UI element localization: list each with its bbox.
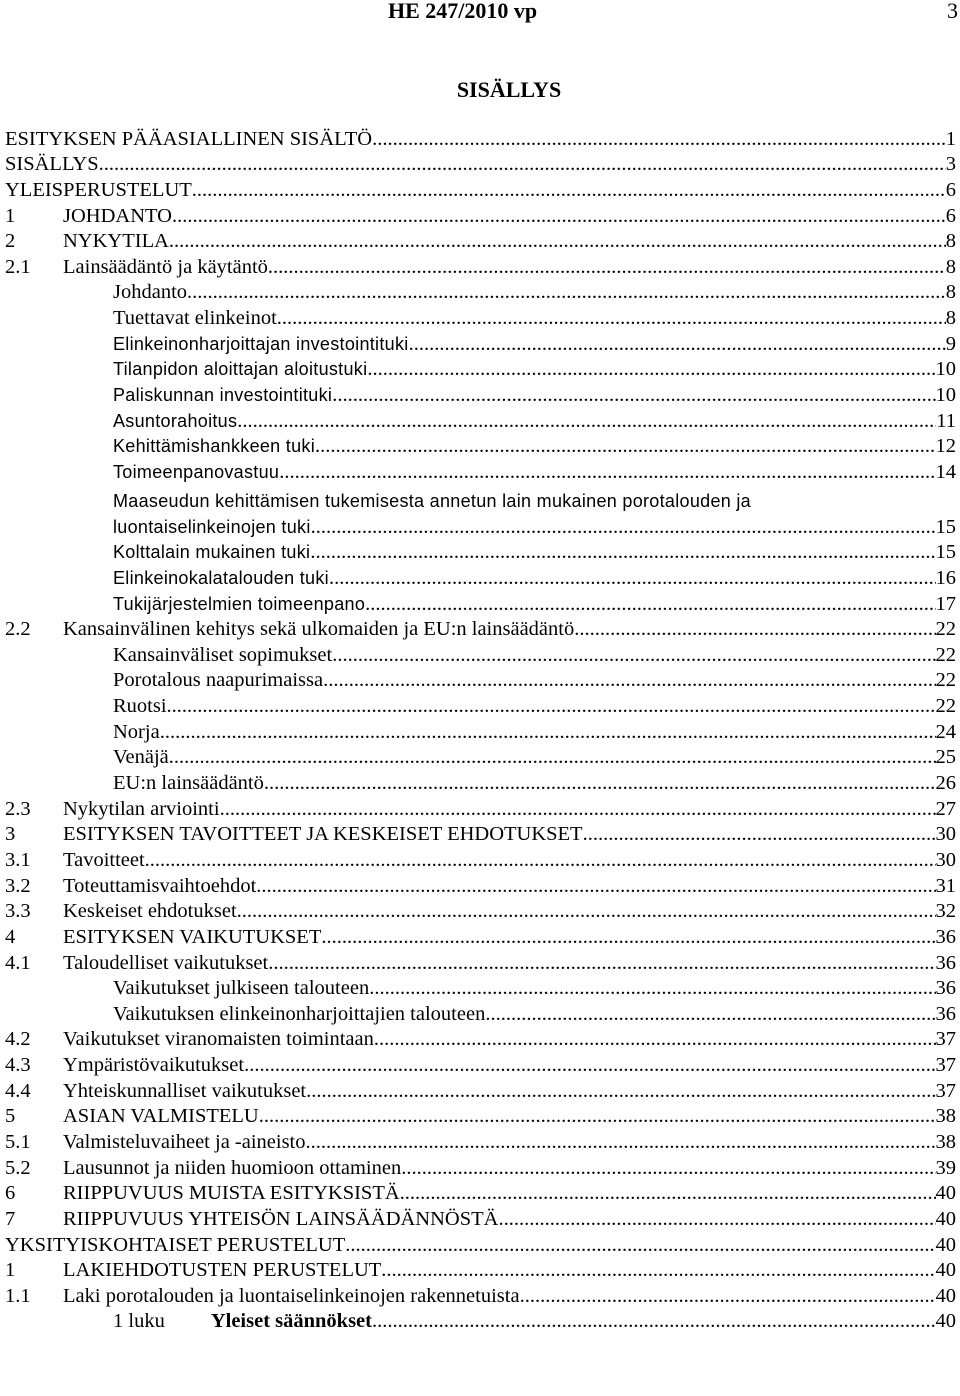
toc-entry-text: Tavoitteet [63, 848, 145, 871]
toc-entry-text: Kansainväliset sopimukset [113, 643, 333, 666]
toc-entry-text: LAKIEHDOTUSTEN PERUSTELUT [63, 1259, 382, 1282]
toc-entry-text: ESITYKSEN PÄÄASIALLINEN SISÄLTÖ [5, 127, 373, 150]
toc-entry-page: 38 [935, 1130, 956, 1153]
toc-entry-text: RIIPPUVUUS MUISTA ESITYKSISTÄ [63, 1182, 400, 1205]
toc-entry-text: Johdanto [113, 281, 188, 304]
dot-leader [277, 306, 946, 330]
dot-leader [169, 745, 936, 769]
toc-entry-page: 8 [945, 307, 956, 330]
toc-entry-text: Vaikutukset julkiseen talouteen [113, 977, 370, 1000]
toc-entry-text: YKSITYISKOHTAISET PERUSTELUT [5, 1233, 346, 1256]
toc-entry-text: Maaseudun kehittämisen tukemisesta annetun lain mukainen porotalouden ja [113, 490, 751, 511]
dot-leader [400, 1181, 936, 1205]
toc-entry-page: 36 [935, 977, 956, 1000]
toc-entry-page: 22 [935, 695, 956, 718]
toc-entry-page: 40 [935, 1182, 956, 1205]
toc-entry: 1.1 Laki porotalouden ja luontaiselinkeinojen rakennetuista ..... 40 [5, 1282, 956, 1308]
dot-leader [498, 1207, 935, 1231]
toc-entry-text: Ruotsi [113, 695, 167, 718]
toc-entry-page: 15 [935, 541, 956, 564]
toc-entry: 3.2 Toteuttamisvaihtoehdot ..... 31 [5, 872, 956, 898]
dot-leader [264, 771, 936, 795]
toc-entry [5, 279, 956, 305]
toc-entry-text: Paliskunnan investointituki [113, 385, 333, 406]
toc-entry [5, 484, 956, 513]
toc-entry-text: Nykytilan arviointi [63, 797, 220, 820]
toc-entry-text: Keskeiset ehdotukset [63, 900, 237, 923]
toc-entry-text: Lausunnot ja niiden huomioon ottaminen [63, 1156, 402, 1179]
dot-leader [372, 127, 946, 151]
document-id: HE 247/2010 vp [388, 0, 538, 23]
toc-entry-text: SISÄLLYS [5, 153, 99, 176]
toc-entry-text: Lainsäädäntö ja käytäntö [63, 255, 268, 278]
dot-leader [145, 848, 936, 872]
toc-entry [5, 356, 956, 382]
toc-entry [5, 381, 956, 407]
toc-entry [5, 539, 956, 565]
dot-leader [345, 1233, 935, 1257]
dot-leader [220, 797, 936, 821]
toc-entry [5, 330, 956, 356]
page-title [0, 77, 960, 103]
dot-leader [367, 357, 935, 381]
toc-entry: 4 ESITYKSEN VAIKUTUKSET ..... 36 [5, 923, 956, 949]
toc-entry-text: ASIAN VALMISTELU [63, 1105, 259, 1128]
toc-entry-page: 27 [935, 797, 956, 820]
toc-entry-text: ESITYKSEN TAVOITTEET JA KESKEISET EHDOTUKSET [63, 823, 583, 846]
toc-entry-page: 6 [945, 178, 956, 201]
toc-entry-page: 8 [945, 281, 956, 304]
toc-entry: 3.3 Keskeiset ehdotukset ..... 32 [5, 898, 956, 924]
toc-entry-text: EU:n lainsäädäntö [113, 772, 264, 795]
toc-entry-page: 26 [935, 772, 956, 795]
toc-entry-text: Norja [113, 720, 160, 743]
toc-entry [5, 151, 956, 177]
toc-entry [5, 564, 956, 590]
toc-entry-text: Tilanpidon aloittajan aloitustuki [113, 359, 368, 380]
toc-entry: 5 ASIAN VALMISTELU ..... 38 [5, 1103, 956, 1129]
dot-leader [485, 1002, 935, 1026]
toc-entry-text: luontaiselinkeinojen tuki [113, 516, 311, 537]
toc-entry-text: Vaikutukset viranomaisten toimintaan [63, 1028, 374, 1051]
toc-entry [5, 769, 956, 795]
toc-entry: 2 NYKYTILA ..... 8 [5, 228, 956, 254]
chapter-label: 1 luku [113, 1310, 165, 1333]
toc-entry: 4.4 Yhteiskunnalliset vaikutukset ..... 37 [5, 1077, 956, 1103]
toc-entry-page: 39 [935, 1156, 956, 1179]
toc-entry [5, 1231, 956, 1257]
toc-entry-page: 14 [935, 460, 956, 483]
toc-entry-text: Valmisteluvaiheet ja -aineisto [63, 1130, 306, 1153]
dot-leader [583, 822, 936, 846]
toc-entry [5, 641, 956, 667]
toc-entry-text: Tukijärjestelmien toimeenpano [113, 593, 366, 614]
toc-entry-page: 17 [935, 592, 956, 615]
toc-entry-page: 40 [935, 1233, 956, 1256]
toc-entry [5, 176, 956, 202]
dot-leader [160, 720, 936, 744]
toc-entry: 5.1 Valmisteluvaiheet ja -aineisto ..... 38 [5, 1128, 956, 1154]
toc-entry-text: Asuntorahoitus [113, 410, 238, 431]
toc-entry-page: 40 [935, 1259, 956, 1282]
toc-entry-text [113, 1309, 372, 1333]
dot-leader [306, 1130, 936, 1154]
toc-entry-text: JOHDANTO [63, 204, 172, 227]
toc-entry [5, 1308, 956, 1334]
dot-leader [169, 229, 946, 253]
toc-entry-page: 30 [935, 823, 956, 846]
toc-entry [5, 433, 956, 459]
toc-entry-text: Vaikutuksen elinkeinonharjoittajien talouteen [113, 1002, 486, 1025]
toc-entry [5, 407, 956, 433]
toc-entry-page: 12 [935, 435, 956, 458]
dot-leader [311, 515, 936, 539]
toc-entry-page: 36 [935, 1002, 956, 1025]
dot-leader [244, 1053, 935, 1077]
page-header [0, 0, 960, 30]
toc-entry-text: YLEISPERUSTELUT [5, 178, 192, 201]
dot-leader [187, 280, 946, 304]
toc-entry: 2.3 Nykytilan arviointi ..... 27 [5, 795, 956, 821]
toc-entry-page: 8 [945, 255, 956, 278]
toc-entry-page: 22 [935, 669, 956, 692]
toc-entry-page: 37 [935, 1054, 956, 1077]
toc-entry: 7 RIIPPUVUUS YHTEISÖN LAINSÄÄDÄNNÖSTÄ ..... 40 [5, 1205, 956, 1231]
dot-leader [369, 976, 935, 1000]
toc-entry: 6 RIIPPUVUUS MUISTA ESITYKSISTÄ ..... 40 [5, 1180, 956, 1206]
toc-entry-text: Yhteiskunnalliset vaikutukset [63, 1079, 307, 1102]
dot-leader [256, 874, 935, 898]
toc-entry-page: 16 [935, 566, 956, 589]
dot-leader [329, 566, 936, 590]
toc-entry: 3.1 Tavoitteet ..... 30 [5, 846, 956, 872]
dot-leader [520, 1284, 936, 1308]
toc-entry-text: NYKYTILA [63, 230, 169, 253]
dot-leader [310, 540, 935, 564]
dot-leader [332, 383, 935, 407]
dot-leader [574, 617, 935, 641]
dot-leader [374, 1027, 936, 1051]
dot-leader [167, 694, 936, 718]
toc-entry-text: RIIPPUVUUS YHTEISÖN LAINSÄÄDÄNNÖSTÄ [63, 1207, 499, 1230]
toc-entry-page: 10 [935, 358, 956, 381]
dot-leader [306, 1079, 935, 1103]
toc-entry [5, 1000, 956, 1026]
toc-entry-page: 37 [935, 1079, 956, 1102]
toc-entry [5, 513, 956, 539]
toc-entry-page: 22 [935, 618, 956, 641]
toc-entry-text: Kolttalain mukainen tuki [113, 542, 311, 563]
toc-entry-text: Porotalous naapurimaissa [113, 669, 324, 692]
toc-entry: 4.1 Taloudelliset vaikutukset ..... 36 [5, 949, 956, 975]
toc-entry [5, 590, 956, 616]
chapter-title: Yleiset säännökset [210, 1310, 372, 1333]
toc-entry-page: 37 [935, 1028, 956, 1051]
dot-leader [172, 204, 946, 228]
toc-entry-page: 40 [935, 1207, 956, 1230]
table-of-contents [5, 125, 956, 1333]
toc-entry-text: Ympäristövaikutukset [63, 1054, 245, 1077]
toc-entry-page: 6 [945, 204, 956, 227]
dot-leader [372, 1309, 936, 1333]
toc-entry-page: 11 [936, 409, 956, 432]
dot-leader [237, 409, 936, 433]
toc-entry-text: Toteuttamisvaihtoehdot [63, 874, 257, 897]
page-title-text: SISÄLLYS [456, 77, 562, 102]
toc-entry-page: 40 [935, 1284, 956, 1307]
toc-entry: 2.1 Lainsäädäntö ja käytäntö ..... 8 [5, 253, 956, 279]
toc-entry-text: Taloudelliset vaikutukset [63, 951, 269, 974]
toc-entry-text: Elinkeinokalatalouden tuki [113, 567, 329, 588]
toc-entry: 2.2 Kansainvälinen kehitys sekä ulkomaiden ja EU:n lainsäädäntö ..... 22 [5, 616, 956, 642]
toc-entry-page: 32 [935, 900, 956, 923]
dot-leader [237, 899, 936, 923]
toc-entry-page: 1 [945, 127, 956, 150]
dot-leader [192, 178, 946, 202]
dot-leader [321, 925, 935, 949]
toc-entry: 1 LAKIEHDOTUSTEN PERUSTELUT ..... 40 [5, 1257, 956, 1283]
toc-entry-text: Laki porotalouden ja luontaiselinkeinojen rakennetuista [63, 1284, 520, 1307]
toc-entry: 5.2 Lausunnot ja niiden huomioon ottaminen ..... 39 [5, 1154, 956, 1180]
dot-leader [409, 332, 946, 356]
toc-entry [5, 125, 956, 151]
toc-entry [5, 744, 956, 770]
toc-entry: 4.3 Ympäristövaikutukset ..... 37 [5, 1051, 956, 1077]
dot-leader [279, 460, 935, 484]
toc-entry-page: 22 [935, 643, 956, 666]
toc-entry-page: 40 [935, 1310, 956, 1333]
toc-entry-page: 25 [935, 746, 956, 769]
toc-entry [5, 458, 956, 484]
toc-entry-page: 24 [935, 720, 956, 743]
toc-entry: 1 JOHDANTO ..... 6 [5, 202, 956, 228]
page-number: 3 [947, 0, 958, 23]
toc-entry-page: 9 [945, 332, 956, 355]
toc-entry-text: Kehittämishankkeen tuki [113, 436, 316, 457]
toc-entry-text: ESITYKSEN VAIKUTUKSET [63, 925, 322, 948]
toc-entry: 4.2 Vaikutukset viranomaisten toimintaan ..... 37 [5, 1026, 956, 1052]
dot-leader [323, 668, 935, 692]
toc-entry-page: 38 [935, 1105, 956, 1128]
toc-entry-page: 31 [935, 874, 956, 897]
dot-leader [381, 1258, 935, 1282]
toc-entry-page: 10 [935, 384, 956, 407]
dot-leader [365, 592, 935, 616]
toc-entry [5, 667, 956, 693]
dot-leader [332, 643, 935, 667]
dot-leader [315, 434, 935, 458]
dot-leader [268, 255, 946, 279]
toc-entry-page: 30 [935, 848, 956, 871]
dot-leader [99, 152, 946, 176]
toc-entry-text: Elinkeinonharjoittajan investointituki [113, 333, 409, 354]
toc-entry-page: 3 [945, 153, 956, 176]
toc-entry [5, 692, 956, 718]
toc-entry-text: Venäjä [113, 746, 169, 769]
toc-entry-page: 15 [935, 515, 956, 538]
dot-leader [401, 1156, 935, 1180]
toc-entry [5, 718, 956, 744]
toc-entry [5, 304, 956, 330]
toc-entry: 3 ESITYKSEN TAVOITTEET JA KESKEISET EHDOTUKSET ..... 30 [5, 821, 956, 847]
dot-leader [268, 951, 935, 975]
toc-entry-page: 36 [935, 925, 956, 948]
toc-entry-page: 8 [945, 230, 956, 253]
dot-leader [259, 1104, 936, 1128]
toc-entry-text: Kansainvälinen kehitys sekä ulkomaiden ja EU:n lainsäädäntö [63, 618, 575, 641]
toc-entry-text: Tuettavat elinkeinot [113, 307, 277, 330]
toc-entry [5, 975, 956, 1001]
toc-entry-text: Toimeenpanovastuu [113, 461, 280, 482]
toc-entry-page: 36 [935, 951, 956, 974]
